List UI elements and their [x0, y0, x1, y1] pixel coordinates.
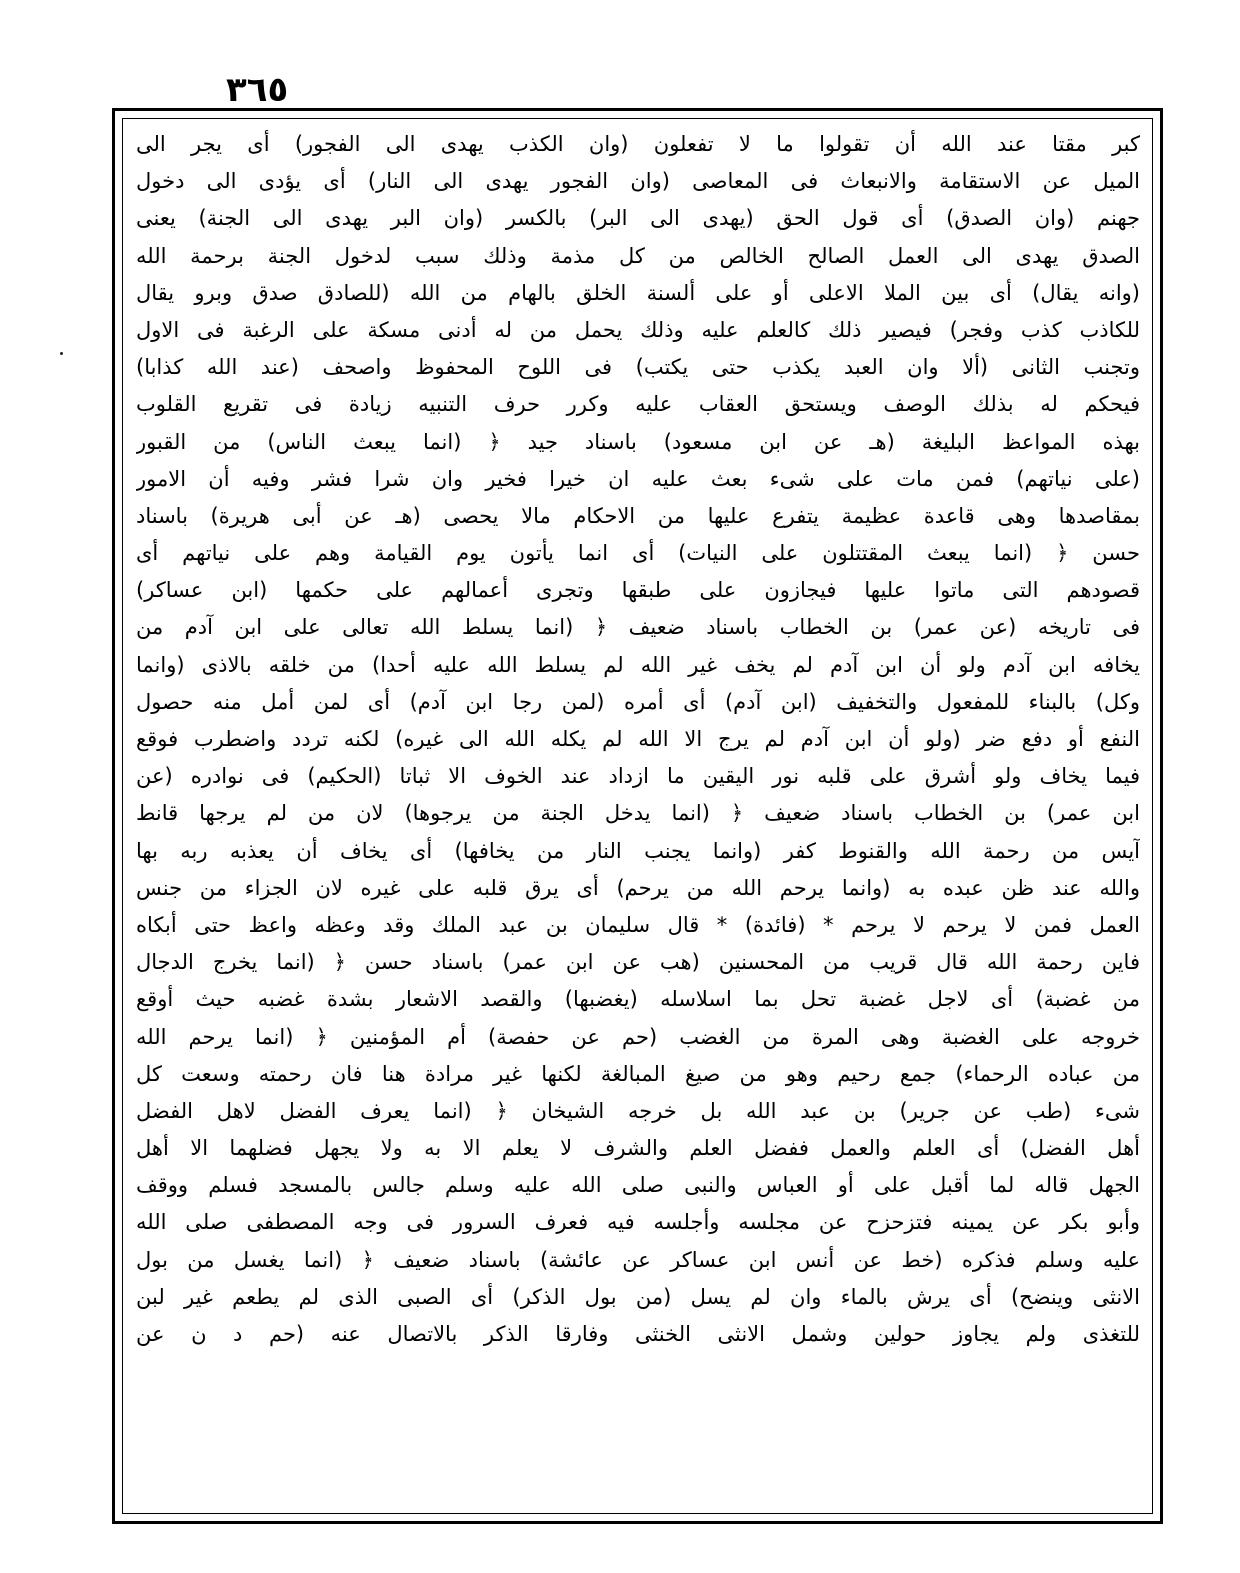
text-line: من غضبة) أى لاجل غضبة تحل بما اسلاسله (يغضبها) والقصد الاشعار بشدة غضبه حيث أوقع — [136, 987, 1140, 1012]
text-line: وتجنب الثانى (ألا وان العبد يكذب حتى يكتب) فى اللوح المحفوظ واصحف (عند الله كذابا) — [136, 355, 1140, 380]
text-line: خروجه على الغضبة وهى المرة من الغضب (حم عن حفصة) أم المؤمنين ﴿ (انما يرحم الله — [136, 1024, 1140, 1049]
text-line: الانثى وينضح) أى يرش بالماء وان لم يسل (من بول الذكر) أى الصبى الذى لم يطعم غير لبن — [136, 1284, 1140, 1309]
page-number: ٣٦٥ — [226, 70, 289, 110]
text-line: يخافه ابن آدم ولو أن ابن آدم لم يخف غير الله لم يسلط الله عليه أحدا) من خلقه بالاذى (وانما — [136, 652, 1140, 677]
text-line: (وانه يقال) أى بين الملا الاعلى أو على ألسنة الخلق بالهام من الله (للصادق صدق وبرو يقال — [136, 280, 1140, 305]
text-line: النفع أو دفع ضر (ولو أن ابن آدم لم يرج الا الله لم يكله الله الى غيره) لكنه تردد واضطرب فوقع — [136, 727, 1140, 751]
text-line: الجهل قاله لما أقبل على أو العباس والنبى صلى الله عليه وسلم جالس بالمسجد فسلم ووقف — [136, 1173, 1140, 1198]
text-line: ابن عمر) بن الخطاب باسناد ضعيف ﴿ (انما يدخل الجنة من يرجوها) لان من لم يرجها قانط — [136, 801, 1140, 826]
text-line: بهذه المواعظ البليغة (هـ عن ابن مسعود) باسناد جيد ﴿ (انما يبعث الناس) من القبور — [136, 429, 1140, 454]
text-line: فى تاريخه (عن عمر) بن الخطاب باسناد ضعيف ﴿ (انما يسلط الله تعالى على ابن آدم من — [136, 615, 1140, 640]
text-line: حسن ﴿ (انما يبعث المقتتلون على النيات) أى انما يأتون يوم القيامة وهم على نياتهم أى — [136, 541, 1140, 566]
text-line: الميل عن الاستقامة والانبعاث فى المعاصى (وان الفجور يهدى الى النار) أى يؤدى الى دخول — [136, 169, 1140, 194]
text-line: آيس من رحمة الله والقنوط كفر (وانما يجنب النار من يخافها) أى يخاف أن يعذبه ربه بها — [136, 838, 1140, 863]
text-line: شىء (طب عن جرير) بن عبد الله بل خرجه الشيخان ﴿ (انما يعرف الفضل لاهل الفضل — [136, 1098, 1140, 1123]
text-line: وأبو بكر عن يمينه فتزحزح عن مجلسه وأجلسه فيه فعرف السرور فى وجه المصطفى صلى الله — [136, 1210, 1140, 1235]
text-line: العمل فمن لا يرحم لا يرحم * (فائدة) * قال سليمان بن عبد الملك وقد وعظه واعظ حتى أبكاه — [136, 912, 1140, 937]
text-line: للكاذب كذب وفجر) فيصير ذلك كالعلم عليه وذلك يحمل من له أدنى مسكة على الرغبة فى الاول — [136, 317, 1140, 342]
main-text-block — [136, 126, 1140, 1506]
text-line: والله عند ظن عبده به (وانما يرحم الله من يرحم) أى يرق قلبه على غيره لان الجزاء من جنس — [136, 875, 1140, 900]
text-line: (على نياتهم) فمن مات على شىء بعث عليه ان خيرا فخير وان شرا فشر وفيه أن الامور — [136, 466, 1140, 491]
scan-speck — [60, 352, 63, 355]
text-line: أهل الفضل) أى العلم والعمل ففضل العلم والشرف لا يعلم الا به ولا يجهل فضلهما الا أهل — [136, 1136, 1140, 1161]
text-line: كبر مقتا عند الله أن تقولوا ما لا تفعلون (وان الكذب يهدى الى الفجور) أى يجر الى — [136, 132, 1140, 156]
text-line: فاين رحمة الله قال قريب من المحسنين (هب عن ابن عمر) باسناد حسن ﴿ (انما يخرج الدجال — [136, 950, 1140, 975]
text-line: للتغذى ولم يجاوز حولين وشمل الانثى الخنثى وفارقا الذكر بالاتصال عنه (حم د ن عن — [136, 1322, 1140, 1346]
text-line: فيحكم له بذلك الوصف ويستحق العقاب عليه وكرر حرف التنبيه زيادة فى تقريع القلوب — [136, 392, 1140, 417]
text-line: وكل) بالبناء للمفعول والتخفيف (ابن آدم) أى أمره (لمن رجا ابن آدم) أى لمن أمل منه حصول — [136, 689, 1140, 714]
text-line: قصودهم التى ماتوا عليها فيجازون على طبقها وتجرى أعمالهم على حكمها (ابن عساكر) — [136, 578, 1140, 603]
text-line: من عباده الرحماء) جمع رحيم وهو من صيغ المبالغة لكنها غير مرادة هنا فان رحمته وسعت كل — [136, 1061, 1140, 1086]
text-line: فيما يخاف ولو أشرق على قلبه نور اليقين ما ازداد عند الخوف الا ثباتا (الحكيم) فى نوادره (عن — [136, 764, 1140, 789]
text-line: بمقاصدها وهى قاعدة عظيمة يتفرع عليها من الاحكام مالا يحصى (هـ عن أبى هريرة) باسناد — [136, 503, 1140, 528]
text-line: جهنم (وان الصدق) أى قول الحق (يهدى الى البر) بالكسر (وان البر يهدى الى الجنة) يعنى — [136, 206, 1140, 231]
text-line: الصدق يهدى الى العمل الصالح الخالص من كل مذمة وذلك سبب لدخول الجنة برحمة الله — [136, 243, 1140, 268]
text-line: عليه وسلم فذكره (خط عن أنس ابن عساكر عن عائشة) باسناد ضعيف ﴿ (انما يغسل من بول — [136, 1247, 1140, 1272]
